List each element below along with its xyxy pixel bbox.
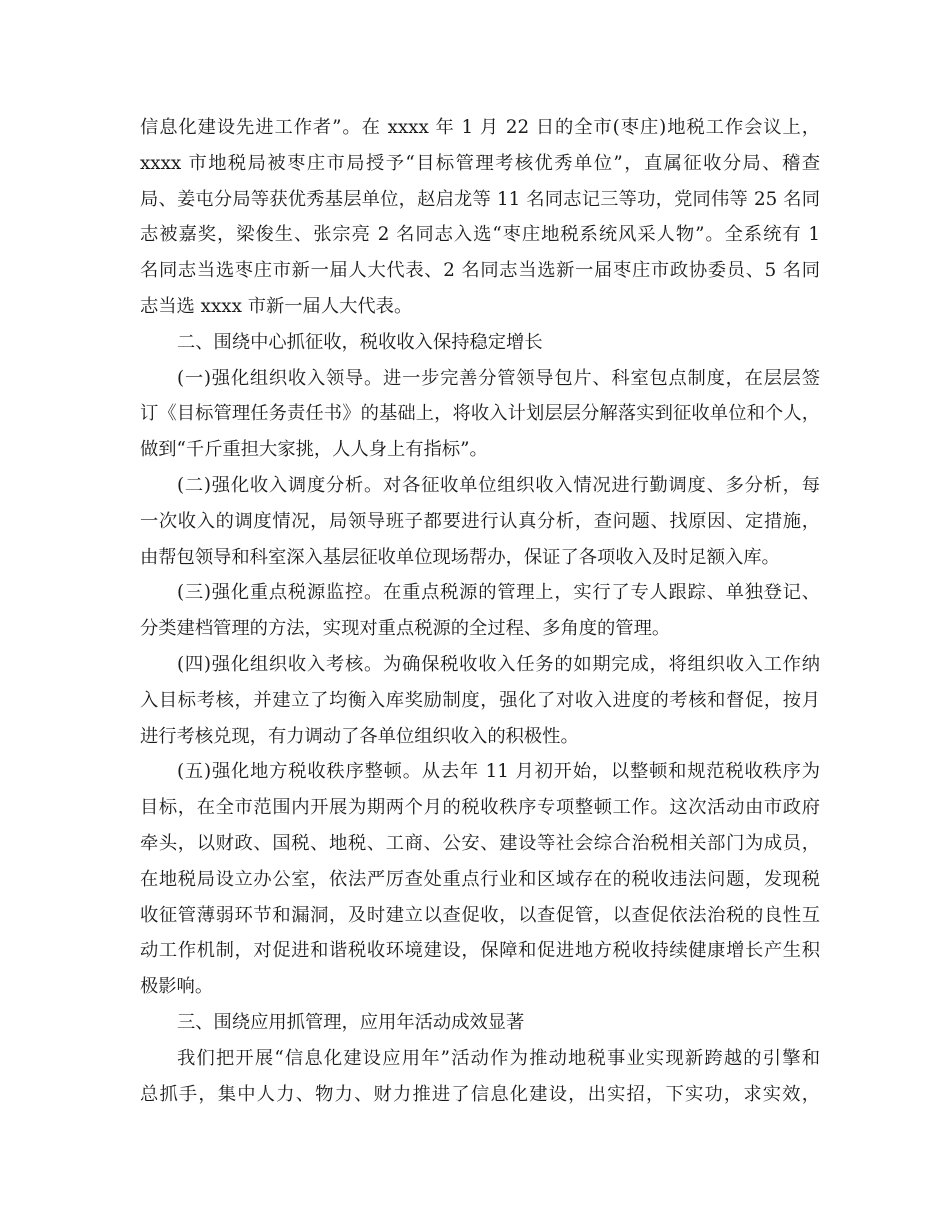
- document-body: [140, 110, 820, 1112]
- text-line: 做到“千斤重担大家挑，人人身上有指标”。: [140, 439, 488, 461]
- text-line: (五)强化地方税收秩序整顿。从去年 11 月初开始，以整顿和规范税收秩序为: [177, 761, 820, 783]
- text-line: 由帮包领导和科室深入基层征收单位现场帮办，保证了各项收入及时足额入库。: [140, 546, 780, 568]
- text-line: 进行考核兑现，有力调动了各单位组织收入的积极性。: [140, 725, 579, 747]
- text-line: 订《目标管理任务责任书》的基础上，将收入计划层层分解落实到征收单位和个人，: [140, 403, 820, 425]
- text-line: 信息化建设先进工作者”。在 xxxx 年 1 月 22 日的全市(枣庄)地税工作会议上，: [140, 117, 820, 138]
- text-line: (二)强化收入调度分析。对各征收单位组织收入情况进行勤调度、多分析，每: [177, 474, 820, 496]
- text-line: 局、姜屯分局等获优秀基层单位，赵启龙等 11 名同志记三等功，党同伟等 25 名同: [140, 188, 820, 210]
- text-line: 入目标考核，并建立了均衡入库奖励制度，强化了对收入进度的考核和督促，按月: [140, 689, 820, 711]
- text-line: (一)强化组织收入领导。进一步完善分管领导包片、科室包点制度，在层层签: [177, 367, 820, 389]
- text-line: 分类建档管理的方法，实现对重点税源的全过程、多角度的管理。: [140, 618, 671, 640]
- text-line: 我们把开展“信息化建设应用年”活动作为推动地税事业实现新跨越的引擎和: [177, 1047, 820, 1069]
- text-line: 志被嘉奖，梁俊生、张宗亮 2 名同志入选“枣庄地税系统风采人物”。全系统有 1: [140, 224, 820, 246]
- text-line: 动工作机制，对促进和谐税收环境建设，保障和促进地方税收持续健康增长产生积: [140, 940, 820, 962]
- text-line: 在地税局设立办公室，依法严厉查处重点行业和区域存在的税收违法问题，发现税: [140, 868, 820, 890]
- text-line: 极影响。: [140, 976, 214, 998]
- text-line: 一次收入的调度情况，局领导班子都要进行认真分析，查问题、找原因、定措施，: [140, 510, 820, 532]
- text-line: 总抓手，集中人力、物力、财力推进了信息化建设，出实招，下实功，求实效，: [140, 1083, 820, 1105]
- text-line: 牵头，以财政、国税、地税、工商、公安、建设等社会综合治税相关部门为成员，: [140, 832, 820, 854]
- text-line: xxxx 市地税局被枣庄市局授予“目标管理考核优秀单位”，直属征收分局、稽查: [140, 152, 820, 174]
- text-line: 志当选 xxxx 市新一届人大代表。: [140, 295, 413, 317]
- text-line: 名同志当选枣庄市新一届人大代表、2 名同志当选新一届枣庄市政协委员、5 名同: [140, 260, 820, 282]
- text-line: 目标，在全市范围内开展为期两个月的税收秩序专项整顿工作。这次活动由市政府: [140, 797, 820, 819]
- text-line: 收征管薄弱环节和漏洞，及时建立以查促收，以查促管，以查促依法治税的良性互: [140, 904, 820, 926]
- text-line: 二、围绕中心抓征收，税收收入保持稳定增长: [177, 331, 543, 353]
- text-line: (三)强化重点税源监控。在重点税源的管理上，实行了专人跟踪、单独登记、: [177, 582, 820, 604]
- text-line: (四)强化组织收入考核。为确保税收收入任务的如期完成，将组织收入工作纳: [177, 653, 820, 675]
- text-line: 三、围绕应用抓管理，应用年活动成效显著: [177, 1011, 525, 1033]
